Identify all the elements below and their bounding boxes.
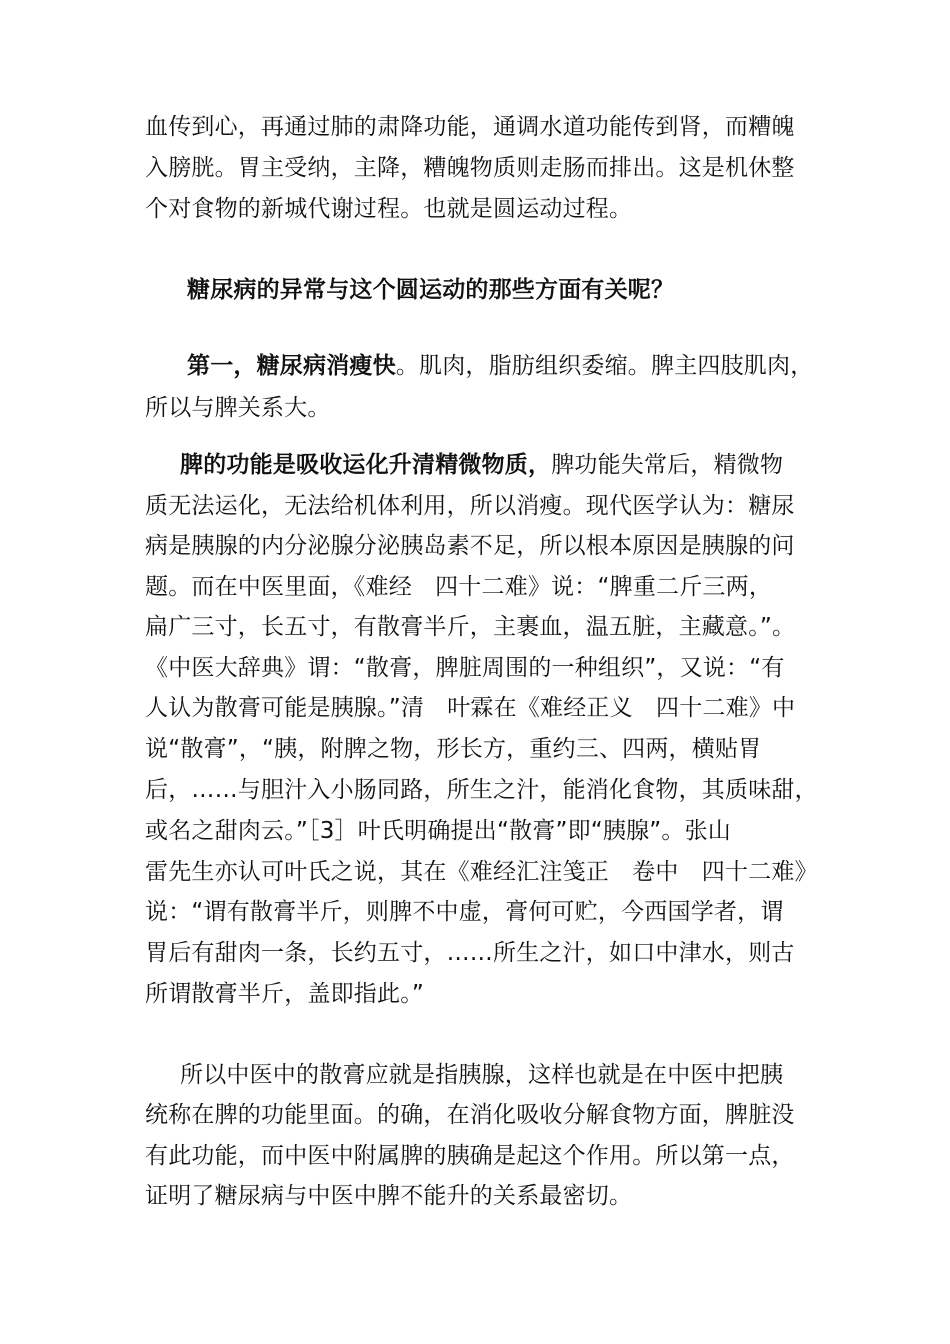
paragraph-line: 后，……与胆汁入小肠同路，所生之汁，能消化食物，其质味甜， xyxy=(145,777,818,803)
paragraph-text: 脾功能失常后，精微物 xyxy=(551,452,784,478)
paragraph-line: 《中医大辞典》谓：“散膏，脾脏周围的一种组织”，又说：“有 xyxy=(145,655,785,681)
paragraph-line: 有此功能，而中医中附属脾的胰确是起这个作用。所以第一点， xyxy=(145,1143,795,1169)
paragraph-line: 人认为散膏可能是胰腺。”清 叶霖在《难经正义 四十二难》中 xyxy=(145,695,796,721)
paragraph-line: 统称在脾的功能里面。的确，在消化吸收分解食物方面，脾脏没 xyxy=(145,1102,795,1128)
paragraph-line: 所谓散膏半斤，盖即指此。” xyxy=(145,981,425,1007)
paragraph-line: 扁广三寸，长五寸，有散膏半斤，主裹血，温五脏，主藏意。”。 xyxy=(145,614,796,640)
paragraph-line: 个对食物的新城代谢过程。也就是圆运动过程。 xyxy=(145,196,633,222)
paragraph-line: 所以与脾关系大。 xyxy=(145,395,331,421)
paragraph-line: 血传到心，再通过肺的肃降功能，通调水道功能传到肾，而糟魄 xyxy=(145,114,795,140)
bold-lead: 第一，糖尿病消瘦快 xyxy=(187,353,396,379)
paragraph-line: 病是胰腺的内分泌腺分泌胰岛素不足，所以根本原因是胰腺的问 xyxy=(145,533,795,559)
paragraph-line: 质无法运化，无法给机体利用，所以消瘦。现代医学认为：糖尿 xyxy=(145,493,795,519)
paragraph-line xyxy=(187,350,813,382)
paragraph-line: 或名之甜肉云。”［3］叶氏明确提出“散膏”即“胰腺”。张山 xyxy=(145,818,732,844)
section-heading: 糖尿病的异常与这个圆运动的那些方面有关呢？ xyxy=(187,277,675,303)
paragraph-line: 所以中医中的散膏应就是指胰腺，这样也就是在中医中把胰 xyxy=(180,1062,784,1088)
paragraph-line: 说：“谓有散膏半斤，则脾不中虚，膏何可贮，今西国学者，谓 xyxy=(145,899,784,925)
paragraph-line xyxy=(180,449,783,481)
paragraph-line: 入膀胱。胃主受纳，主降，糟魄物质则走肠而排出。这是机休整 xyxy=(145,155,795,181)
paragraph-line: 说“散膏”，“胰，附脾之物，形长方，重约三、四两，横贴胃 xyxy=(145,736,762,762)
bold-lead: 脾的功能是吸收运化升清精微物质， xyxy=(180,452,552,478)
paragraph-line: 胃后有甜肉一条，长约五寸，……所生之汁，如口中津水，则古 xyxy=(145,940,795,966)
paragraph-line: 证明了糖尿病与中医中脾不能升的关系最密切。 xyxy=(145,1183,633,1209)
paragraph-text: 。肌肉，脂肪组织委缩。脾主四肢肌肉， xyxy=(395,353,814,379)
paragraph-line: 题。而在中医里面，《难经 四十二难》说：“脾重二斤三两， xyxy=(145,574,773,600)
paragraph-line: 雷先生亦认可叶氏之说，其在《难经汇注笺正 卷中 四十二难》 xyxy=(145,859,818,885)
